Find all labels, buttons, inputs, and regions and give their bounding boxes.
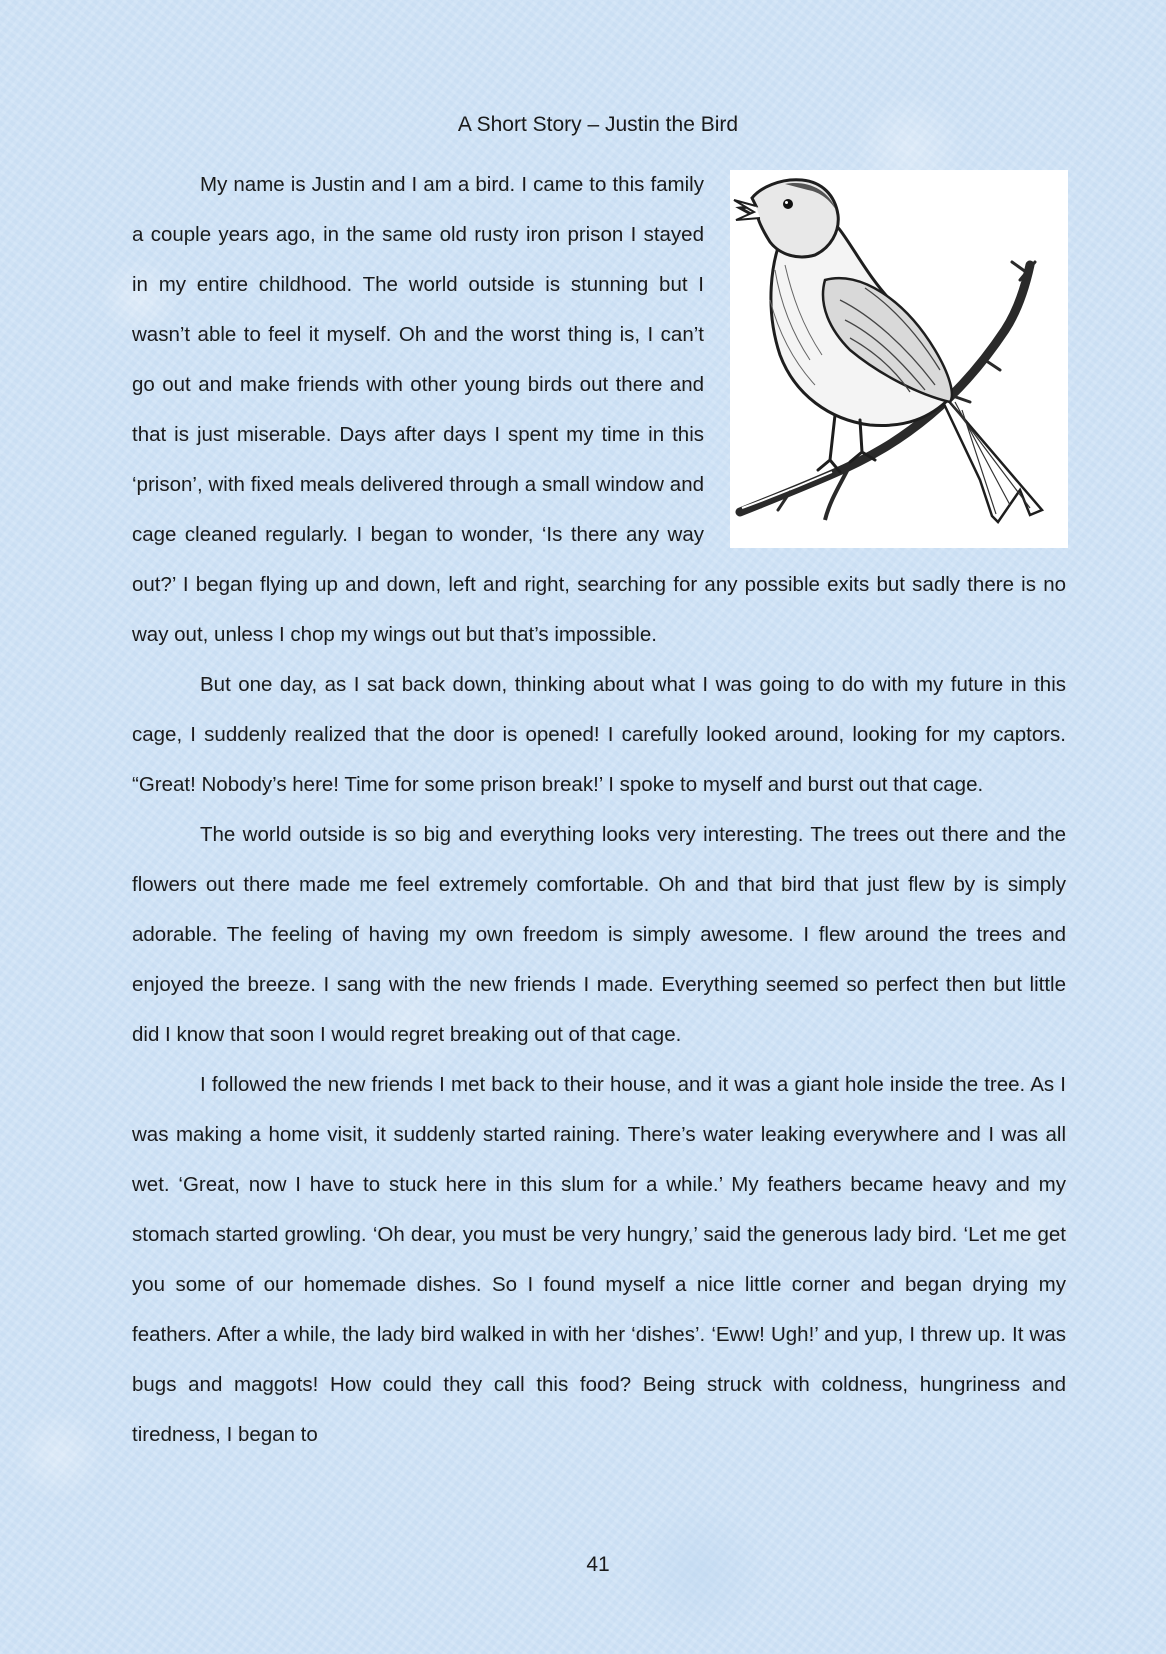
paragraph-1-text: My name is Justin and I am a bird. I came to this family a couple years ago, in the same old rusty iron prison I stayed in my entire childhood. The world outside is stunning but I wasn’t able to feel it myself. Oh and the worst thing is, I can’t go out and make friends with other young birds out there and that is just miserable. Days after days I spent my time in this ‘prison’, with fixed meals delivered through a small window and cage cleaned regularly. I began to wonder, ‘Is there any way out?’ I began flying up and down, left and right, searching for any possible exits but sadly there is no way out, unless I chop my wings out but that’s impossible.: [132, 173, 1066, 646]
page-number: 41: [586, 1553, 610, 1576]
paragraph-4: I followed the new friends I met back to their house, and it was a giant hole inside the tree. As I was making a home visit, it suddenly started raining. There’s water leaking everywhere and I was all wet. ‘Great, now I have to stuck here in this slum for a while.’ My feathers became heavy and my stomach started growling. ‘Oh dear, you must be very hungry,’ said the generous lady bird. ‘Let me get you some of our homemade dishes. So I found myself a nice little corner and began drying my feathers. After a while, the lady bird walked in with her ‘dishes’. ‘Eww! Ugh!’ and yup, I threw up. It was bugs and maggots! How could they call this food? Being struck with coldness, hungriness and tiredness, I began to: [132, 1073, 1066, 1446]
story-title: A Short Story – Justin the Bird: [457, 113, 739, 136]
paragraph-1: [132, 160, 1066, 660]
paragraph-2: But one day, as I sat back down, thinking about what I was going to do with my future in this cage, I suddenly realized that the door is opened! I carefully looked around, looking for my captors. “Great! Nobody’s here! Time for some prison break!’ I spoke to myself and burst out that cage.: [132, 673, 1066, 796]
story-body: [132, 160, 1066, 1460]
bird-on-branch-icon: [730, 170, 1068, 548]
bird-illustration: [730, 170, 1068, 548]
paragraph-3: The world outside is so big and everything looks very interesting. The trees out there and the flowers out there made me feel extremely comfortable. Oh and that bird that just flew by is simply adorable. The feeling of having my own freedom is simply awesome. I flew around the trees and enjoyed the breeze. I sang with the new friends I made. Everything seemed so perfect then but little did I know that soon I would regret breaking out of that cage.: [132, 823, 1066, 1046]
